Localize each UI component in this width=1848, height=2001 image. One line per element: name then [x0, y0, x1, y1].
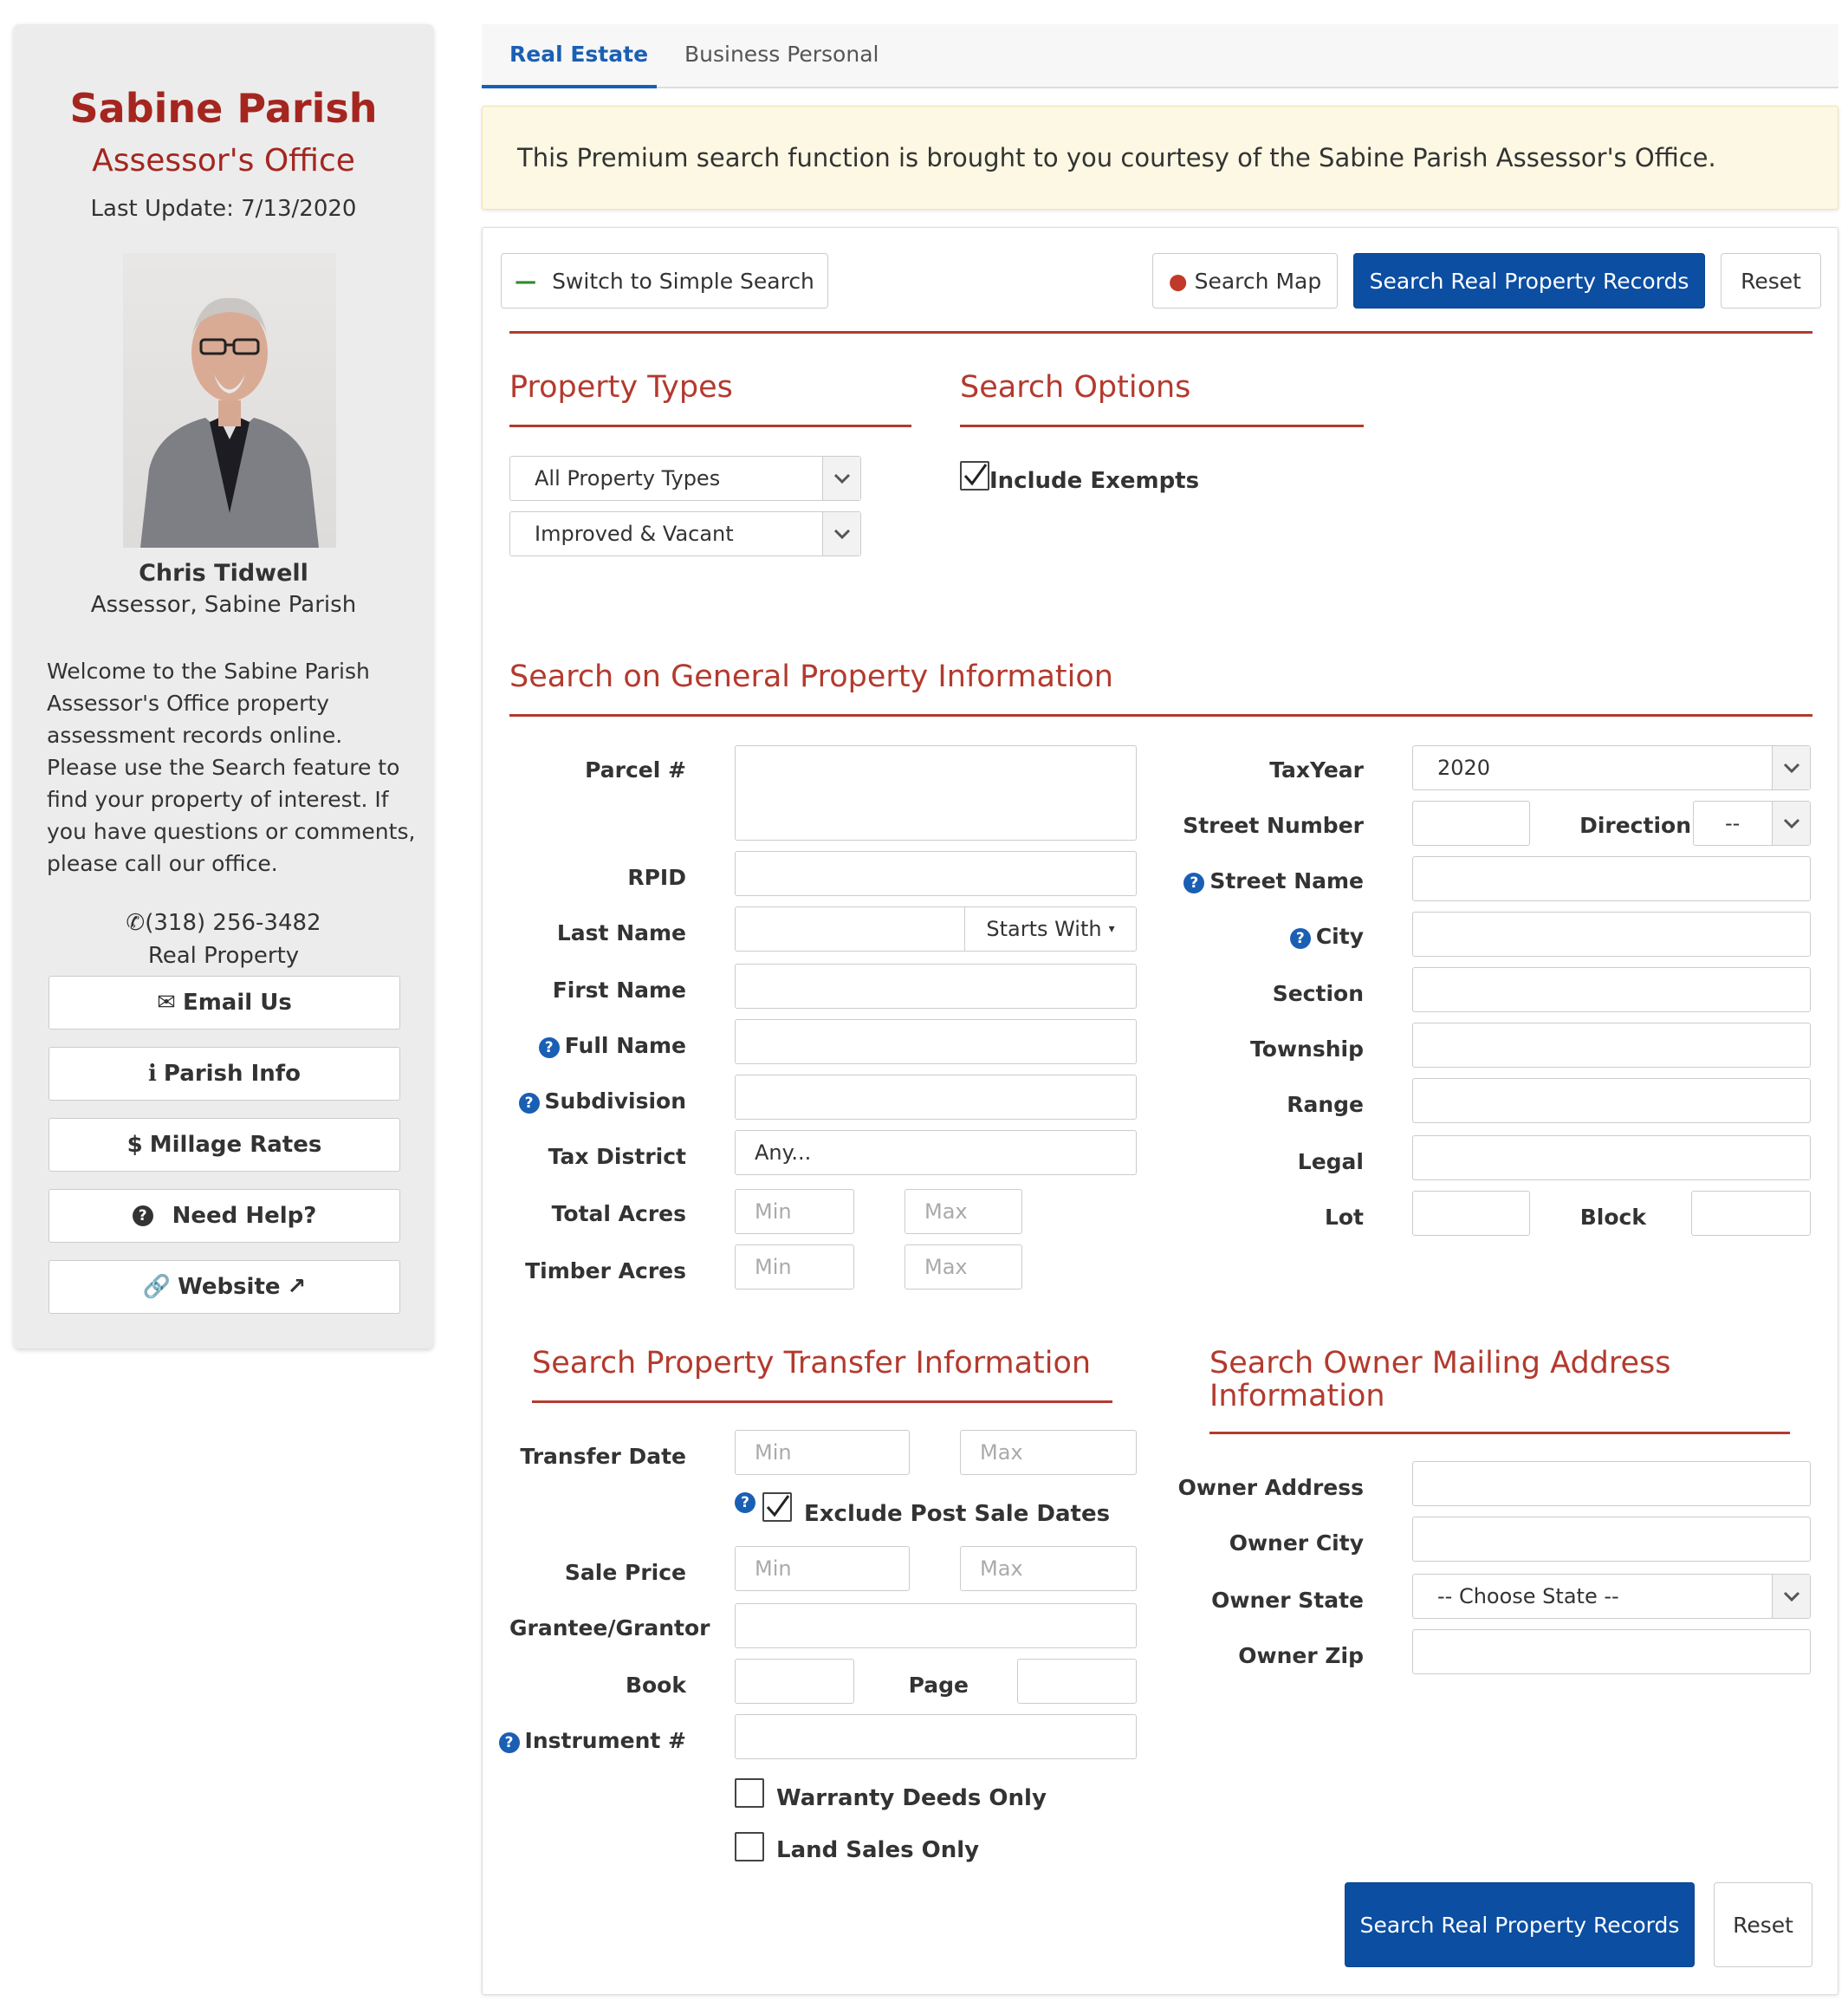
tax-district-label: Tax District [548, 1144, 686, 1169]
starts-with-dropdown[interactable] [964, 906, 1137, 952]
help-icon[interactable]: ? [499, 1732, 520, 1753]
link-icon: 🔗 [142, 1274, 172, 1300]
search-records-button[interactable]: Search Real Property Records [1353, 253, 1705, 309]
street-name-label-text: Street Name [1209, 868, 1364, 893]
include-exempts-checkbox[interactable] [960, 461, 989, 491]
phone-icon: ✆ [126, 910, 146, 936]
parcel-textarea[interactable] [735, 745, 1137, 841]
footer-search-records-button[interactable]: Search Real Property Records [1345, 1882, 1695, 1967]
legal-label: Legal [1297, 1149, 1364, 1174]
subdivision-label-text: Subdivision [544, 1088, 686, 1114]
dollar-icon: $ [126, 1132, 143, 1158]
total-acres-max-input[interactable] [905, 1189, 1022, 1234]
property-type-value: All Property Types [535, 466, 721, 491]
office-subtitle: Assessor's Office [92, 143, 355, 179]
caret-down-icon: ▾ [1108, 922, 1115, 936]
include-exempts-label: Include Exempts [989, 468, 1200, 494]
timber-acres-label: Timber Acres [525, 1258, 686, 1283]
sale-price-min-input[interactable] [735, 1546, 910, 1591]
help-icon[interactable]: ? [735, 1492, 755, 1513]
exclude-post-sale-label: Exclude Post Sale Dates [804, 1501, 1111, 1527]
first-name-input[interactable] [735, 964, 1137, 1009]
chevron-down-icon [822, 457, 860, 500]
tab-business-personal[interactable]: Business Personal [684, 42, 879, 67]
instrument-input[interactable] [735, 1714, 1137, 1759]
switch-simple-search-label: Switch to Simple Search [552, 268, 814, 294]
help-icon[interactable]: ? [519, 1093, 540, 1114]
township-input[interactable] [1412, 1023, 1811, 1068]
checkmark-icon [764, 1494, 790, 1520]
tab-bar [482, 24, 1838, 88]
chevron-down-icon [822, 512, 860, 555]
courtesy-notice: This Premium search function is brought to you courtesy of the Sabine Parish Assessor's Office. [482, 106, 1838, 210]
tax-year-label: TaxYear [1269, 757, 1364, 783]
grantee-grantor-input[interactable] [735, 1603, 1137, 1648]
rpid-label: RPID [627, 865, 686, 890]
search-options-heading: Search Options [960, 370, 1191, 405]
starts-with-label: Starts With [986, 917, 1102, 941]
map-marker-icon: ● [1168, 268, 1188, 294]
book-label: Book [625, 1673, 686, 1698]
township-label: Township [1250, 1036, 1364, 1062]
rpid-input[interactable] [735, 851, 1137, 896]
owner-mailing-heading: Search Owner Mailing Address Information [1209, 1346, 1671, 1413]
legal-input[interactable] [1412, 1135, 1811, 1180]
last-update: Last Update: 7/13/2020 [90, 196, 357, 222]
email-us-button[interactable] [49, 976, 400, 1030]
sidebar [14, 24, 433, 1348]
subdivision-label [519, 1088, 686, 1114]
chevron-down-icon [1772, 802, 1810, 845]
need-help-button[interactable] [49, 1189, 400, 1243]
page-label: Page [908, 1673, 969, 1698]
page-input[interactable] [1017, 1659, 1137, 1704]
transfer-date-min-input[interactable] [735, 1430, 910, 1475]
general-info-rule [509, 714, 1812, 717]
parish-info-button[interactable] [49, 1047, 400, 1101]
envelope-icon: ✉ [157, 990, 176, 1016]
tax-year-value: 2020 [1437, 756, 1491, 780]
transfer-date-label: Transfer Date [520, 1444, 686, 1469]
tab-real-estate[interactable]: Real Estate [509, 42, 649, 67]
full-name-input[interactable] [735, 1019, 1137, 1064]
sale-price-max-input[interactable] [960, 1546, 1137, 1591]
direction-value: -- [1725, 811, 1741, 835]
city-label [1290, 924, 1364, 949]
lot-input[interactable] [1412, 1191, 1530, 1236]
owner-state-value: -- Choose State -- [1437, 1584, 1619, 1608]
range-input[interactable] [1412, 1078, 1811, 1123]
phone-number[interactable]: (318) 256-3482 [145, 910, 321, 936]
city-label-text: City [1315, 924, 1364, 949]
chevron-down-icon [1772, 1575, 1810, 1618]
owner-zip-label: Owner Zip [1238, 1643, 1364, 1668]
grantee-grantor-label: Grantee/Grantor [509, 1615, 710, 1640]
footer-reset-button[interactable]: Reset [1714, 1882, 1812, 1967]
last-name-label: Last Name [556, 920, 686, 945]
owner-city-label: Owner City [1229, 1530, 1364, 1556]
help-icon[interactable]: ? [1183, 873, 1204, 893]
switch-simple-search-button[interactable] [501, 253, 828, 309]
instrument-label-text: Instrument # [524, 1728, 686, 1753]
owner-state-select[interactable] [1412, 1574, 1811, 1619]
street-number-input[interactable] [1412, 801, 1530, 846]
owner-address-input[interactable] [1412, 1461, 1811, 1506]
owner-address-label: Owner Address [1177, 1475, 1364, 1500]
reset-button[interactable]: Reset [1721, 253, 1821, 309]
minus-icon: — [515, 268, 537, 294]
assessor-photo [123, 253, 336, 548]
block-input[interactable] [1691, 1191, 1811, 1236]
section-label: Section [1272, 981, 1364, 1006]
direction-label: Direction [1579, 813, 1691, 838]
first-name-label: First Name [552, 978, 686, 1003]
instrument-label [499, 1728, 686, 1753]
property-types-heading: Property Types [509, 370, 733, 405]
tax-district-select[interactable] [735, 1130, 1137, 1175]
total-acres-min-input[interactable] [735, 1189, 854, 1234]
help-icon[interactable]: ? [539, 1037, 560, 1058]
owner-state-label: Owner State [1211, 1588, 1364, 1613]
full-name-label [539, 1033, 686, 1058]
parcel-label: Parcel # [585, 757, 686, 783]
street-number-label: Street Number [1183, 813, 1364, 838]
search-map-button[interactable] [1152, 253, 1338, 309]
warranty-deeds-label: Warranty Deeds Only [776, 1785, 1047, 1811]
land-sales-label: Land Sales Only [776, 1837, 980, 1863]
exclude-post-sale-checkbox[interactable] [762, 1492, 792, 1522]
improvement-value: Improved & Vacant [535, 522, 734, 546]
land-sales-checkbox[interactable] [735, 1832, 764, 1861]
help-icon[interactable]: ? [1290, 928, 1311, 949]
sale-price-label: Sale Price [564, 1560, 686, 1585]
tax-district-value: Any... [755, 1140, 812, 1165]
property-type-select[interactable] [509, 456, 861, 501]
last-name-input[interactable] [735, 906, 965, 952]
section-input[interactable] [1412, 967, 1811, 1012]
range-label: Range [1287, 1092, 1364, 1117]
phone-label: Real Property [147, 943, 300, 969]
tax-year-select[interactable] [1412, 745, 1811, 790]
assessor-name: Chris Tidwell [139, 560, 308, 587]
parish-info-label: Parish Info [163, 1061, 301, 1087]
need-help-label: Need Help? [172, 1203, 317, 1229]
subdivision-input[interactable] [735, 1075, 1137, 1120]
question-circle-icon: ? [133, 1205, 153, 1226]
warranty-deeds-checkbox[interactable] [735, 1778, 764, 1808]
search-map-label: Search Map [1194, 268, 1322, 294]
active-tab-indicator [482, 85, 657, 88]
property-types-rule [509, 425, 911, 427]
website-label: Website [178, 1274, 281, 1300]
timber-acres-min-input[interactable] [735, 1244, 854, 1290]
book-input[interactable] [735, 1659, 854, 1704]
general-info-heading: Search on General Property Information [509, 659, 1113, 694]
improvement-select[interactable] [509, 511, 861, 556]
info-icon: i [148, 1061, 157, 1087]
checkmark-icon [962, 463, 988, 489]
city-input[interactable] [1412, 912, 1811, 957]
street-name-input[interactable] [1412, 856, 1811, 901]
transfer-date-max-input[interactable] [960, 1430, 1137, 1475]
owner-mailing-rule [1209, 1432, 1790, 1434]
assessor-role: Assessor, Sabine Parish [90, 592, 357, 618]
transfer-info-rule [532, 1400, 1112, 1403]
toolbar-divider [509, 331, 1812, 334]
direction-select[interactable] [1693, 801, 1811, 846]
total-acres-label: Total Acres [551, 1201, 686, 1226]
lot-label: Lot [1324, 1205, 1364, 1230]
owner-zip-input[interactable] [1412, 1629, 1811, 1674]
office-title: Sabine Parish [69, 85, 378, 132]
email-us-label: Email Us [182, 990, 292, 1016]
full-name-label-text: Full Name [564, 1033, 686, 1058]
street-name-label [1183, 868, 1364, 893]
welcome-text: Welcome to the Sabine Parish Assessor's Office property assessment records online. Please use the Search feature to find your property of interest. If you have questions or comments, please call our office. [47, 659, 416, 876]
search-options-rule [960, 425, 1364, 427]
chevron-down-icon [1772, 746, 1810, 789]
millage-rates-label: Millage Rates [149, 1132, 322, 1158]
external-link-icon: ↗ [287, 1274, 307, 1300]
website-button[interactable] [49, 1260, 400, 1314]
transfer-info-heading: Search Property Transfer Information [532, 1346, 1092, 1381]
millage-rates-button[interactable] [49, 1118, 400, 1172]
phone-line [14, 910, 433, 936]
timber-acres-max-input[interactable] [905, 1244, 1022, 1290]
owner-city-input[interactable] [1412, 1517, 1811, 1562]
block-label: Block [1579, 1205, 1646, 1230]
